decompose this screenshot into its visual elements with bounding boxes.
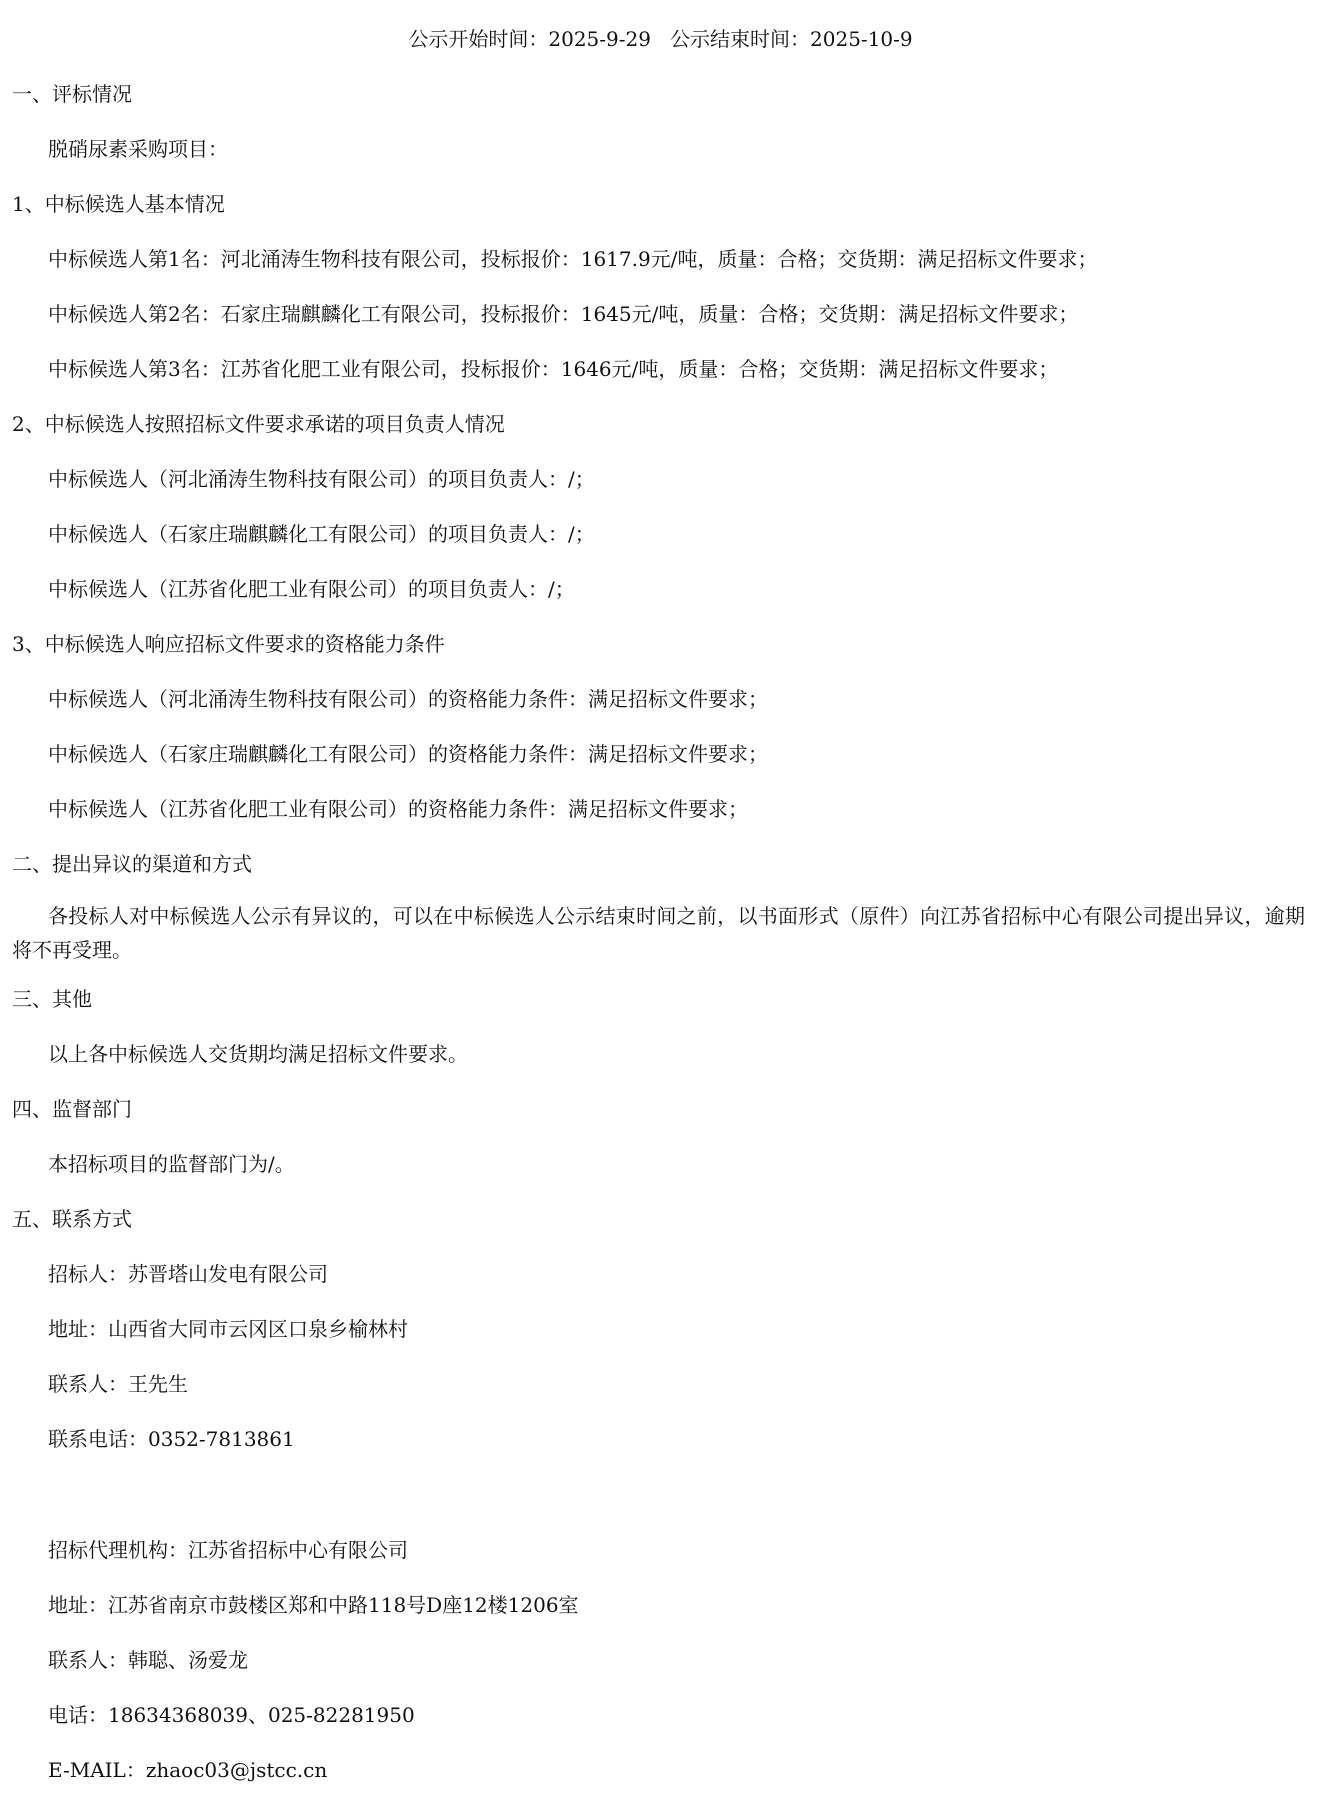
contact-title: 五、联系方式 — [12, 1207, 132, 1231]
other-text: 以上各中标候选人交货期均满足招标文件要求。 — [48, 1042, 468, 1066]
tenderer-phone: 联系电话：0352-7813861 — [48, 1427, 295, 1451]
tenderer-contact: 联系人：王先生 — [48, 1372, 188, 1396]
project-leader-2: 中标候选人（石家庄瑞麒麟化工有限公司）的项目负责人：/； — [48, 522, 595, 546]
candidate-basic-title: 1、中标候选人基本情况 — [12, 192, 225, 216]
qualification-3: 中标候选人（江苏省化肥工业有限公司）的资格能力条件：满足招标文件要求； — [48, 797, 748, 821]
other-title: 三、其他 — [12, 987, 92, 1011]
spacer — [12, 1474, 1309, 1530]
qualification-1: 中标候选人（河北涌涛生物科技有限公司）的资格能力条件：满足招标文件要求； — [48, 687, 768, 711]
project-leader-title: 2、中标候选人按照招标文件要求承诺的项目负责人情况 — [12, 412, 505, 436]
agency-contact: 联系人：韩聪、汤爱龙 — [48, 1648, 248, 1672]
section-evaluation-title: 一、评标情况 — [12, 82, 132, 106]
objection-text: 各投标人对中标候选人公示有异议的，可以在中标候选人公示结束时间之前，以书面形式（原件）向江苏省招标中心有限公司提出异议，逾期将不再受理。 — [12, 904, 1305, 962]
tenderer-name: 招标人：苏晋塔山发电有限公司 — [48, 1262, 328, 1286]
agency-email[interactable]: E-MAIL：zhaoc03@jstcc.cn — [48, 1758, 328, 1782]
project-name: 脱硝尿素采购项目： — [48, 137, 228, 161]
tenderer-address: 地址：山西省大同市云冈区口泉乡榆林村 — [48, 1317, 408, 1341]
candidate-rank-1: 中标候选人第1名：河北涌涛生物科技有限公司，投标报价：1617.9元/吨，质量：合格；交货期：满足招标文件要求； — [48, 247, 1098, 271]
notice-time: 公示开始时间：2025-9-29 公示结束时间：2025-10-9 — [408, 27, 913, 51]
qualification-2: 中标候选人（石家庄瑞麒麟化工有限公司）的资格能力条件：满足招标文件要求； — [48, 742, 768, 766]
project-leader-1: 中标候选人（河北涌涛生物科技有限公司）的项目负责人：/； — [48, 467, 595, 491]
project-leader-3: 中标候选人（江苏省化肥工业有限公司）的项目负责人：/； — [48, 577, 575, 601]
agency-name: 招标代理机构：江苏省招标中心有限公司 — [48, 1538, 408, 1562]
supervision-text: 本招标项目的监督部门为/。 — [48, 1152, 295, 1176]
supervision-title: 四、监督部门 — [12, 1097, 132, 1121]
agency-address: 地址：江苏省南京市鼓楼区郑和中路118号D座12楼1206室 — [48, 1593, 579, 1617]
qualification-title: 3、中标候选人响应招标文件要求的资格能力条件 — [12, 632, 445, 656]
candidate-rank-3: 中标候选人第3名：江苏省化肥工业有限公司，投标报价：1646元/吨，质量：合格；交货期：满足招标文件要求； — [48, 357, 1059, 381]
objection-title: 二、提出异议的渠道和方式 — [12, 852, 252, 876]
agency-phone: 电话：18634368039、025-82281950 — [48, 1703, 415, 1727]
candidate-rank-2: 中标候选人第2名：石家庄瑞麒麟化工有限公司，投标报价：1645元/吨，质量：合格；交货期：满足招标文件要求； — [48, 302, 1079, 326]
